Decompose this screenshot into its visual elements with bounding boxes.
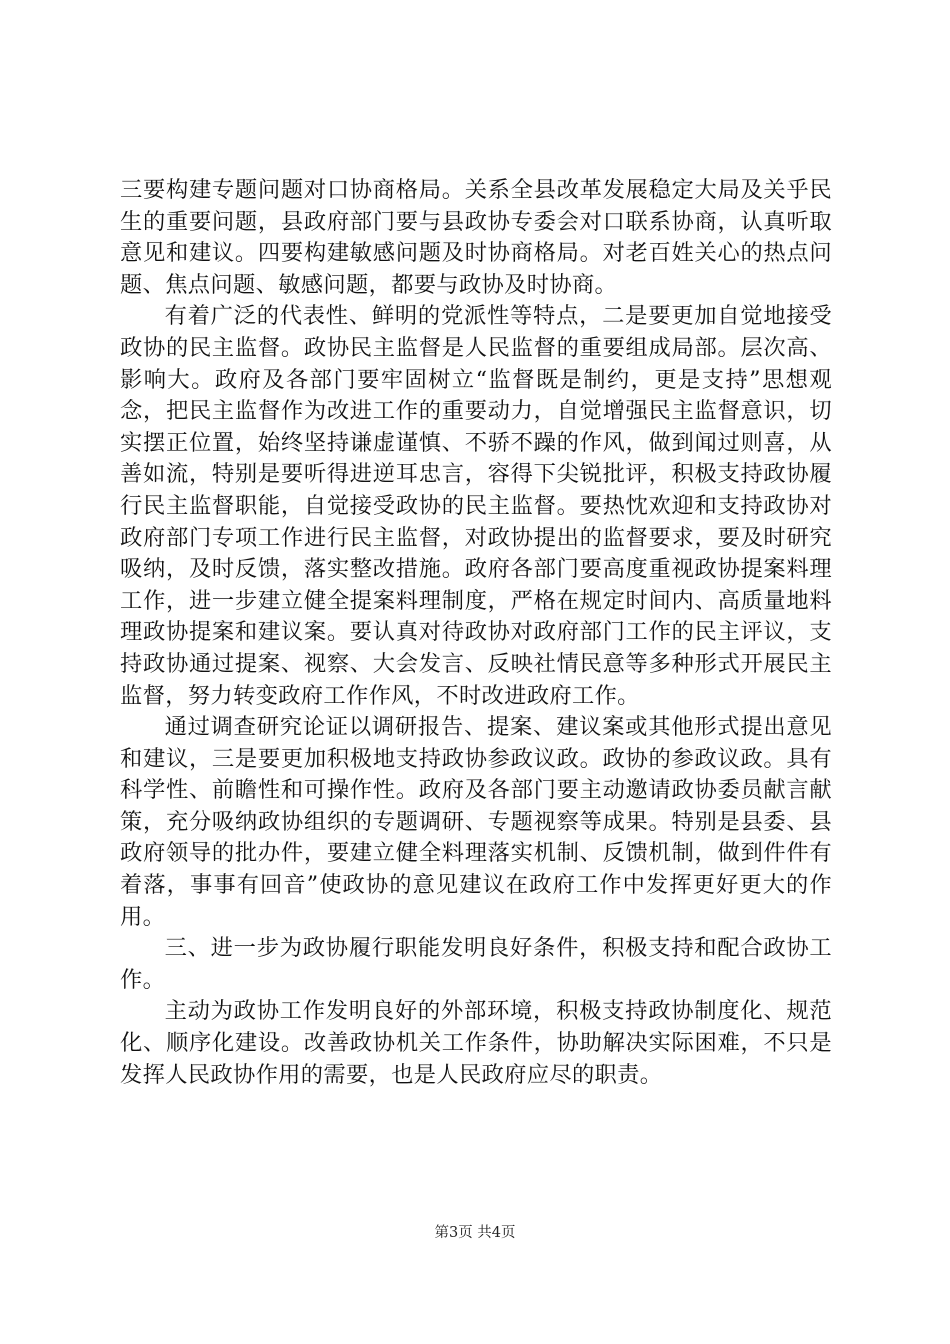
paragraph-1: 三要构建专题问题对口协商格局。关系全县改革发展稳定大局及关乎民生的重要问题，县政府部门要与县政协专委会对口联系协商，认真听取意见和建议。四要构建敏感问题及时协商格局。对老百姓关心的热点问题、焦点问题、敏感问题，都要与政协及时协商。: [120, 177, 832, 298]
paragraph-2: 有着广泛的代表性、鲜明的党派性等特点，二是要更加自觉地接受政协的民主监督。政协民主监督是人民监督的重要组成局部。层次高、影响大。政府及各部门要牢固树立“监督既是制约，更是支持”思想观念，把民主监督作为改进工作的重要动力，自觉增强民主监督意识，切实摆正位置，始终坚持谦虚谨慎、不骄不躁的作风，做到闻过则喜，从善如流，特别是要听得进逆耳忠言，容得下尖锐批评，积极支持政协履行民主监督职能，自觉接受政协的民主监督。要热忱欢迎和支持政协对政府部门专项工作进行民主监督，对政协提出的监督要求，要及时研究吸纳，及时反馈，落实整改措施。政府各部门要高度重视政协提案料理工作，进一步建立健全提案料理制度，严格在规定时间内、高质量地料理政协提案和建议案。要认真对待政协对政府部门工作的民主评议，支持政协通过提案、视察、大会发言、反映社情民意等多种形式开展民主监督，努力转变政府工作作风，不时改进政府工作。: [120, 303, 832, 709]
document-body: [120, 175, 832, 1091]
paragraph-4: 三、进一步为政协履行职能发明良好条件，积极支持和配合政协工作。: [120, 935, 832, 993]
page-indicator: 第3页 共4页: [434, 1225, 516, 1241]
paragraph-3: 通过调查研究论证以调研报告、提案、建议案或其他形式提出意见和建议，三是要更加积极地支持政协参政议政。政协的参政议政。具有科学性、前瞻性和可操作性。政府及各部门要主动邀请政协委员献言献策，充分吸纳政协组织的专题调研、专题视察等成果。特别是县委、县政府领导的批办件，要建立健全料理落实机制、反馈机制，做到件件有着落，事事有回音”使政协的意见建议在政府工作中发挥更好更大的作用。: [120, 714, 832, 930]
page-footer: [0, 1223, 950, 1243]
paragraph-5: 主动为政协工作发明良好的外部环境，积极支持政协制度化、规范化、顺序化建设。改善政协机关工作条件，协助解决实际困难，不只是发挥人民政协作用的需要，也是人民政府应尽的职责。: [120, 998, 832, 1088]
